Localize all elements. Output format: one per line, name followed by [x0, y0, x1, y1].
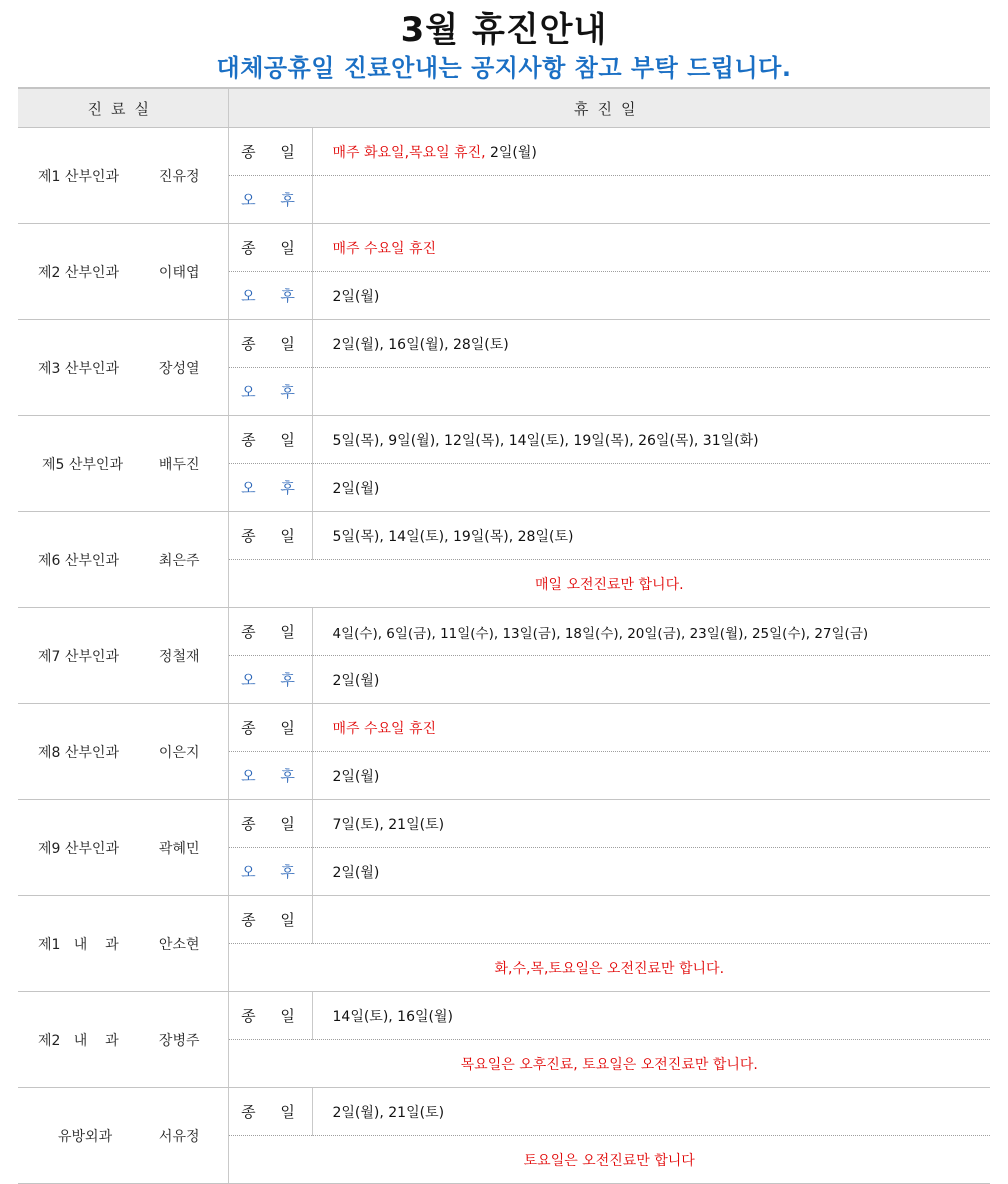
- table-row: [18, 608, 990, 656]
- afternoon-label: 오 후: [228, 848, 312, 896]
- afternoon-label: 오 후: [228, 752, 312, 800]
- room-cell: [18, 224, 228, 320]
- full-day-label: 종 일: [228, 416, 312, 464]
- room-cell: [18, 608, 228, 704]
- room-cell: [18, 704, 228, 800]
- full-day-label: 종 일: [228, 512, 312, 560]
- room-dept: 제7 산부인과: [38, 648, 119, 665]
- doctor-name: 배두진: [158, 456, 200, 473]
- room-cell: [18, 800, 228, 896]
- room-dept: 제2 산부인과: [38, 264, 119, 281]
- schedule-note: 토요일은 오전진료만 합니다: [228, 1136, 990, 1184]
- room-cell: [18, 320, 228, 416]
- doctor-name: 이태엽: [158, 264, 200, 281]
- full-day-label: 종 일: [228, 224, 312, 272]
- room-dept: 제6 산부인과: [38, 552, 119, 569]
- room-dept: 제8 산부인과: [38, 744, 119, 761]
- full-day-value: 매주 화요일,목요일 휴진, 2일(월): [312, 128, 990, 176]
- table-row: [18, 224, 990, 272]
- full-day-value: 2일(월), 16일(월), 28일(토): [312, 320, 990, 368]
- doctor-name: 정철재: [158, 648, 200, 665]
- full-day-value: 7일(토), 21일(토): [312, 800, 990, 848]
- closure-schedule-table: [18, 87, 990, 1184]
- room-dept: 제1 내 과: [38, 936, 119, 953]
- header-closed-days: 휴진일: [228, 88, 990, 128]
- room-dept: 제1 산부인과: [38, 168, 119, 185]
- full-day-label: 종 일: [228, 1088, 312, 1136]
- afternoon-label: 오 후: [228, 656, 312, 704]
- full-day-value: 매주 수요일 휴진: [312, 704, 990, 752]
- afternoon-value: 2일(월): [312, 464, 990, 512]
- full-day-label: 종 일: [228, 800, 312, 848]
- page-title: 3월 휴진안내: [400, 10, 608, 50]
- header-room: 진료실: [18, 88, 228, 128]
- table-row: [18, 320, 990, 368]
- full-day-value: [312, 896, 990, 944]
- schedule-note: 목요일은 오후진료, 토요일은 오전진료만 합니다.: [228, 1040, 990, 1088]
- doctor-name: 곽혜민: [158, 840, 200, 857]
- table-row: [18, 704, 990, 752]
- room-dept: 제2 내 과: [38, 1032, 119, 1049]
- room-cell: [18, 1088, 228, 1184]
- full-day-value: 매주 수요일 휴진: [312, 224, 990, 272]
- doctor-name: 진유정: [158, 168, 200, 185]
- afternoon-value: 2일(월): [312, 752, 990, 800]
- afternoon-value: 2일(월): [312, 272, 990, 320]
- afternoon-value: [312, 176, 990, 224]
- afternoon-value: 2일(월): [312, 656, 990, 704]
- room-cell: [18, 512, 228, 608]
- table-header-row: [18, 88, 990, 128]
- table-row: [18, 896, 990, 944]
- table-row: [18, 128, 990, 176]
- full-day-label: 종 일: [228, 128, 312, 176]
- full-day-value: 14일(토), 16일(월): [312, 992, 990, 1040]
- schedule-note: 화,수,목,토요일은 오전진료만 합니다.: [228, 944, 990, 992]
- afternoon-label: 오 후: [228, 464, 312, 512]
- room-dept: 제5 산부인과: [42, 456, 123, 473]
- room-cell: [18, 896, 228, 992]
- page-subtitle: 대체공휴일 진료안내는 공지사항 참고 부탁 드립니다.: [216, 54, 792, 82]
- full-day-value: 2일(월), 21일(토): [312, 1088, 990, 1136]
- full-day-label: 종 일: [228, 704, 312, 752]
- doctor-name: 안소현: [158, 936, 200, 953]
- afternoon-value: 2일(월): [312, 848, 990, 896]
- schedule-note: 매일 오전진료만 합니다.: [228, 560, 990, 608]
- table-row: [18, 992, 990, 1040]
- doctor-name: 장성열: [158, 360, 200, 377]
- room-cell: [18, 128, 228, 224]
- full-day-label: 종 일: [228, 608, 312, 656]
- table-row: [18, 1088, 990, 1136]
- room-dept: 제3 산부인과: [38, 360, 119, 377]
- full-day-label: 종 일: [228, 992, 312, 1040]
- afternoon-label: 오 후: [228, 176, 312, 224]
- room-dept: 유방외과: [58, 1128, 113, 1145]
- room-cell: [18, 416, 228, 512]
- afternoon-value: [312, 368, 990, 416]
- full-day-value: 4일(수), 6일(금), 11일(수), 13일(금), 18일(수), 20일(금), 23일(월), 25일(수), 27일(금): [312, 608, 990, 656]
- full-day-label: 종 일: [228, 320, 312, 368]
- doctor-name: 이은지: [158, 744, 200, 761]
- afternoon-label: 오 후: [228, 272, 312, 320]
- room-dept: 제9 산부인과: [38, 840, 119, 857]
- room-cell: [18, 992, 228, 1088]
- full-day-value: 5일(목), 14일(토), 19일(목), 28일(토): [312, 512, 990, 560]
- table-row: [18, 416, 990, 464]
- afternoon-label: 오 후: [228, 368, 312, 416]
- full-day-label: 종 일: [228, 896, 312, 944]
- doctor-name: 서유정: [158, 1128, 200, 1145]
- doctor-name: 장병주: [158, 1032, 200, 1049]
- table-row: [18, 512, 990, 560]
- table-row: [18, 800, 990, 848]
- full-day-value: 5일(목), 9일(월), 12일(목), 14일(토), 19일(목), 26일(목), 31일(화): [312, 416, 990, 464]
- doctor-name: 최은주: [158, 552, 200, 569]
